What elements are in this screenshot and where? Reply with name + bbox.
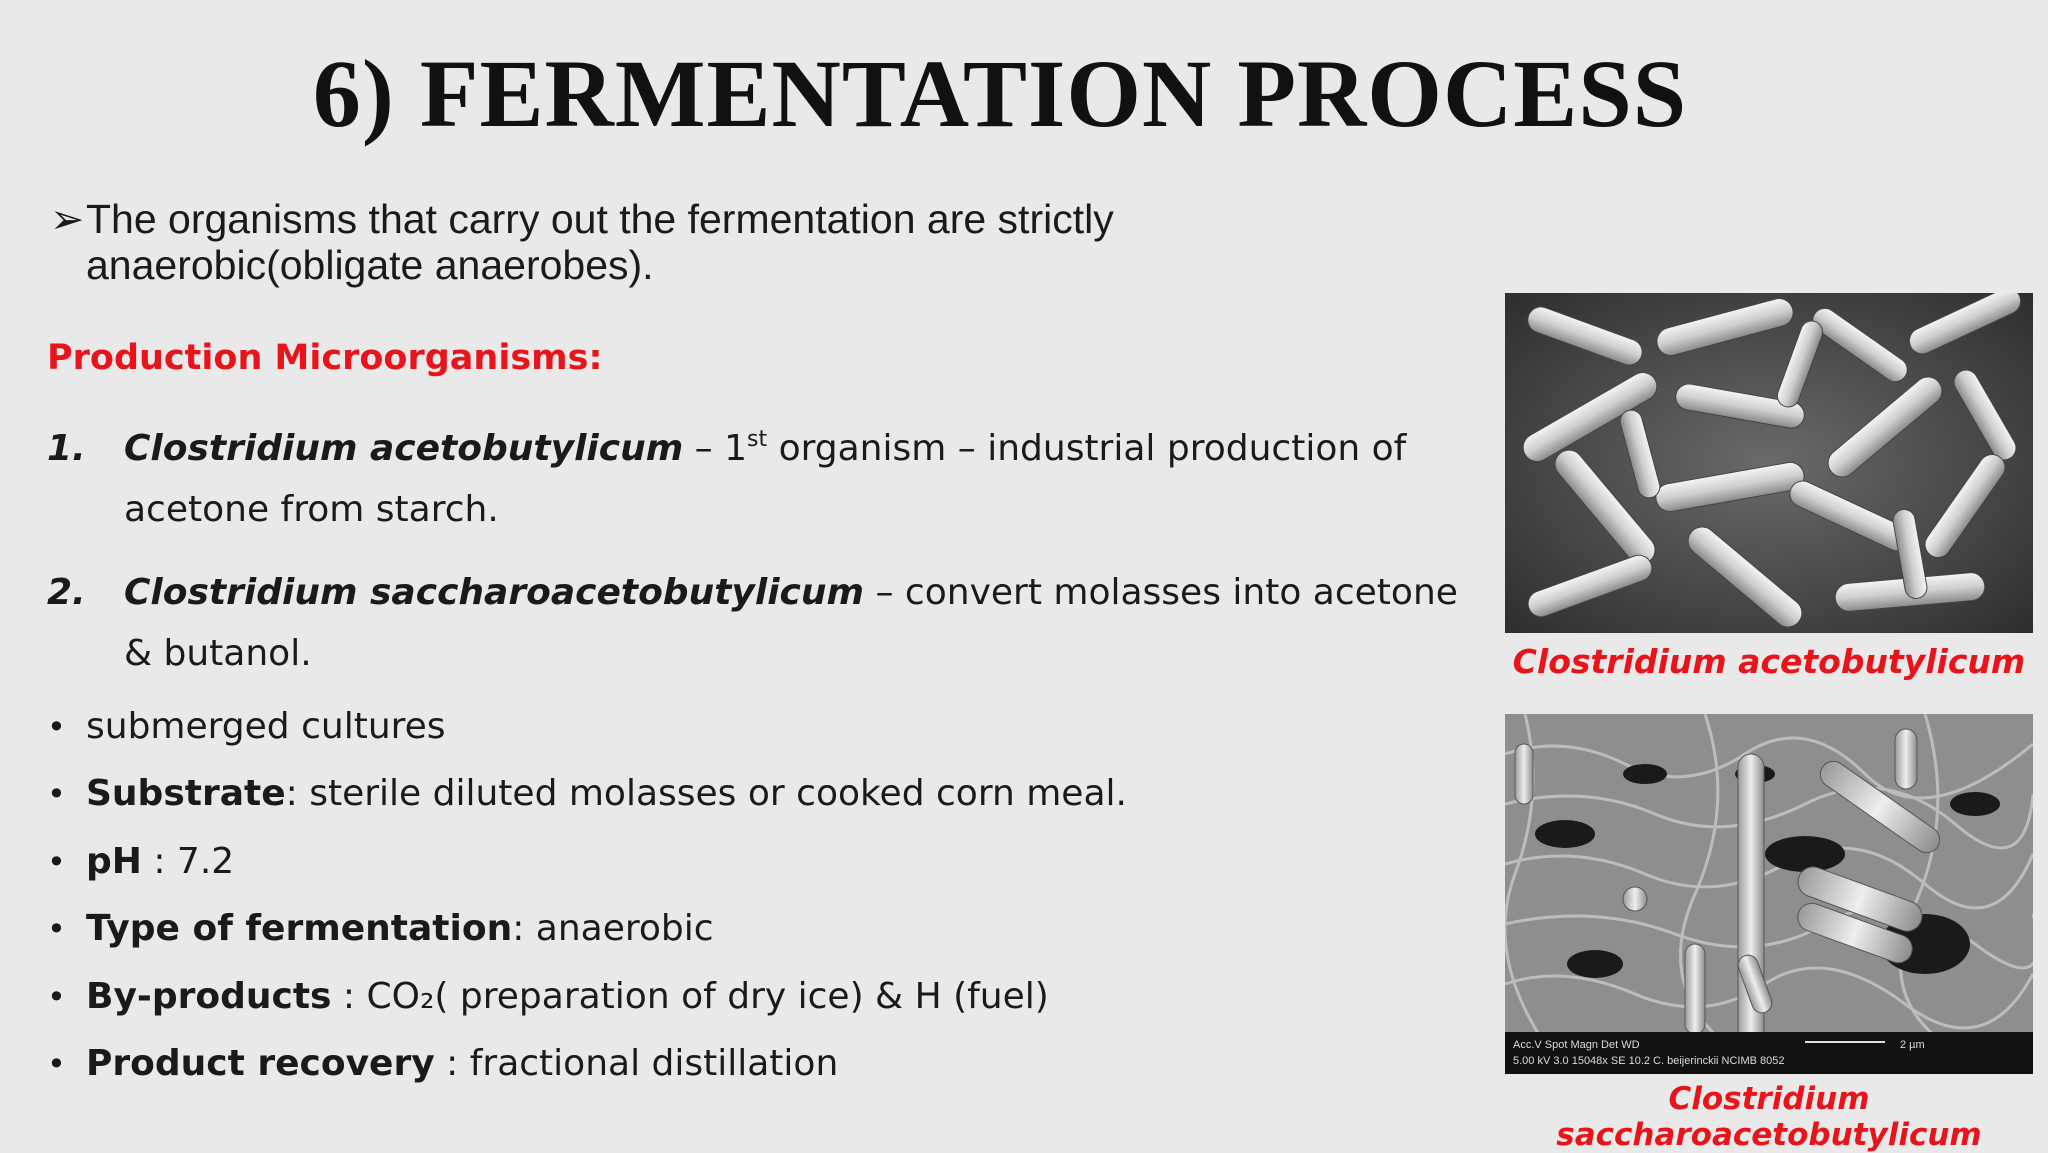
bullet-list bbox=[47, 699, 1447, 1103]
list-item bbox=[47, 834, 1447, 901]
organism-desc-pre: – 1 bbox=[683, 428, 748, 469]
intro-text: The organisms that carry out the fermentation are strictly anaerobic(obligate anaerobes). bbox=[86, 196, 1114, 288]
sem-overlay-line2: 5.00 kV 3.0 15048x SE 10.2 C. beijerinckii NCIMB 8052 bbox=[1513, 1055, 1785, 1067]
organism-item-2 bbox=[47, 562, 1467, 684]
bullet-dot-icon: • bbox=[47, 977, 66, 1016]
item-number: 2. bbox=[47, 572, 86, 613]
organism-desc-post: organism – industrial production of acetone from starch. bbox=[124, 428, 1407, 530]
bullet-text: : fractional distillation bbox=[434, 1042, 839, 1084]
bullet-label: Type of fermentation bbox=[86, 908, 513, 950]
item-number: 1. bbox=[47, 428, 86, 469]
bullet-text: : sterile diluted molasses or cooked corn meal. bbox=[285, 773, 1127, 815]
bullet-dot-icon: • bbox=[47, 842, 66, 881]
micrograph-image-acetobutylicum bbox=[1505, 293, 2033, 633]
section-heading: Production Microorganisms: bbox=[47, 338, 603, 378]
bullet-text: : CO₂( preparation of dry ice) & H (fuel) bbox=[331, 975, 1049, 1017]
bullet-label: pH bbox=[86, 840, 142, 882]
list-item bbox=[47, 969, 1447, 1036]
arrow-bullet-icon: ➢ bbox=[50, 196, 85, 242]
organism-name: Clostridium saccharoacetobutylicum bbox=[124, 572, 865, 613]
bullet-label: Product recovery bbox=[86, 1042, 435, 1084]
bullet-text: : 7.2 bbox=[141, 840, 235, 882]
list-item bbox=[47, 699, 1447, 766]
bullet-dot-icon: • bbox=[47, 708, 66, 746]
organism-desc: – convert molasses into acetone & butanol. bbox=[124, 572, 1458, 674]
image-caption-2: Clostridium saccharoacetobutylicum bbox=[1556, 1081, 1982, 1153]
organism-name: Clostridium acetobutylicum bbox=[124, 428, 684, 469]
bullet-dot-icon: • bbox=[47, 1044, 66, 1083]
micrograph-image-saccharoacetobutylicum bbox=[1505, 714, 2033, 1074]
slide-title: 6) FERMENTATION PROCESS bbox=[312, 40, 1688, 147]
list-item bbox=[47, 766, 1447, 833]
ordinal-suffix: st bbox=[747, 427, 768, 452]
bullet-dot-icon: • bbox=[47, 910, 66, 949]
list-item bbox=[47, 901, 1447, 968]
bullet-text: submerged cultures bbox=[86, 706, 446, 747]
bullet-dot-icon: • bbox=[47, 775, 66, 814]
list-item bbox=[47, 1036, 1447, 1103]
organism-item-1 bbox=[47, 418, 1467, 540]
intro-bullet bbox=[50, 196, 1150, 288]
bullet-label: Substrate bbox=[86, 773, 286, 815]
bullet-label: By-products bbox=[86, 975, 332, 1017]
image-caption-1: Clostridium acetobutylicum bbox=[1512, 642, 2026, 681]
scale-bar-label: 2 µm bbox=[1900, 1039, 1925, 1051]
sem-overlay-line1: Acc.V Spot Magn Det WD bbox=[1513, 1039, 1640, 1051]
bullet-text: : anaerobic bbox=[512, 908, 714, 950]
